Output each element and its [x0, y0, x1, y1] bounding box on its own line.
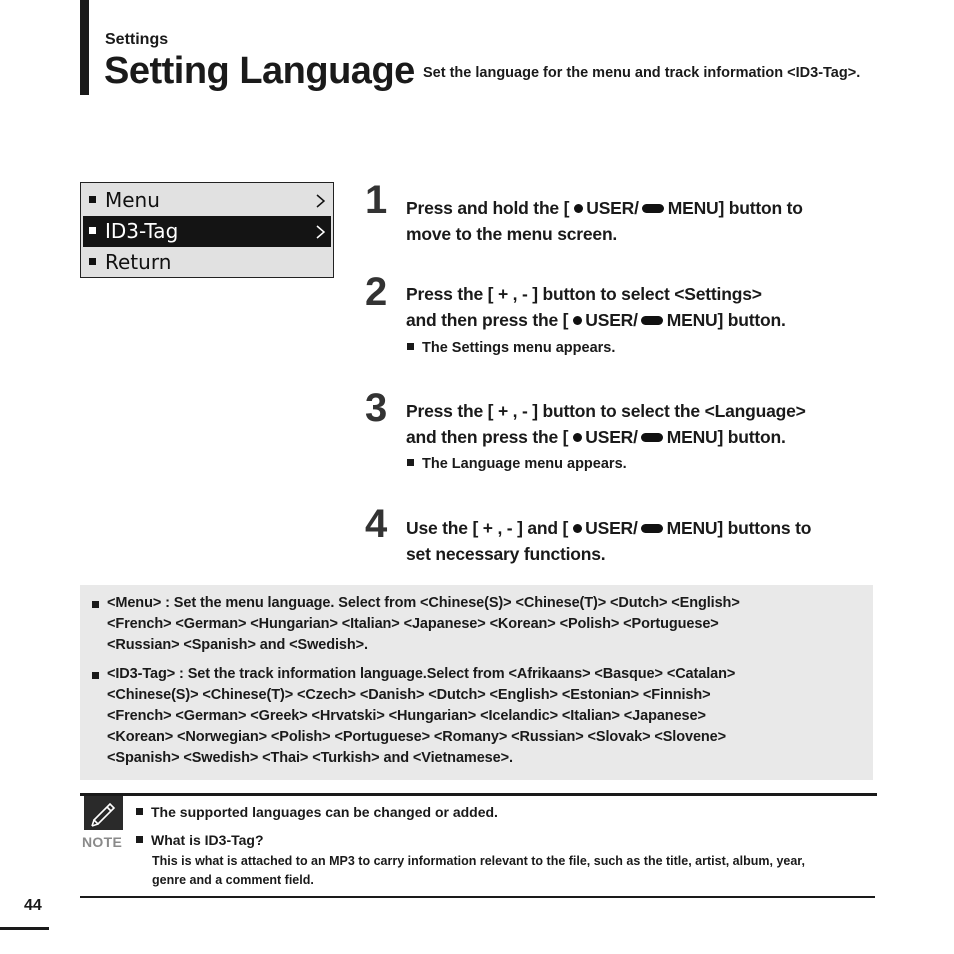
- step-3-note: The Language menu appears.: [407, 456, 627, 472]
- square-bullet-icon: [136, 808, 143, 815]
- step-3-text: Press the [ + , - ] button to select the <Language> and then press the [ USER/ MENU] button.: [406, 401, 806, 447]
- header-accent-bar: [80, 0, 89, 95]
- square-bullet-icon: [89, 196, 96, 203]
- step-2-note: The Settings menu appears.: [407, 340, 615, 356]
- pencil-icon: [84, 796, 123, 830]
- menu-item-label: Menu: [105, 188, 160, 212]
- note-item-2-title: What is ID3-Tag?: [136, 832, 264, 848]
- menu-language-info: <Menu> : Set the menu language. Select from <Chinese(S)> <Chinese(T)> <Dutch> <English> <French> <German> <Hungarian> <Italian> <Japanese> <Korean> <Polish> <Portuguese> <Russian> <Spanish> and <Swedish>.: [107, 595, 740, 653]
- square-bullet-icon: [92, 672, 99, 679]
- note-item-1: The supported languages can be changed or added.: [136, 804, 498, 820]
- step-1-text: Press and hold the [ USER/ MENU] button to move to the menu screen.: [406, 198, 803, 244]
- step-number: 4: [365, 502, 388, 546]
- note-divider-bottom: [80, 896, 875, 898]
- menu-item-id3-tag: [83, 216, 331, 247]
- square-bullet-icon: [89, 258, 96, 265]
- square-bullet-icon: [407, 343, 414, 350]
- dot-button-icon: [574, 204, 583, 213]
- square-bullet-icon: [92, 601, 99, 608]
- step-number: 1: [365, 178, 388, 222]
- note-divider-top: [80, 793, 877, 796]
- step-number: 2: [365, 270, 388, 314]
- square-bullet-icon: [136, 836, 143, 843]
- pill-button-icon: [641, 433, 663, 442]
- step-number: 3: [365, 386, 388, 430]
- square-bullet-icon: [89, 227, 96, 234]
- dot-button-icon: [573, 524, 582, 533]
- pill-button-icon: [641, 524, 663, 533]
- menu-item-label: Return: [105, 250, 172, 274]
- chevron-right-icon: [316, 194, 325, 208]
- menu-item-label: ID3-Tag: [105, 219, 179, 243]
- square-bullet-icon: [407, 459, 414, 466]
- device-screen-menu: [80, 182, 334, 278]
- id3-tag-language-info: <ID3-Tag> : Set the track information language.Select from <Afrikaans> <Basque> <Catalan> <Chinese(S)> <Chinese(T)> <Czech> <Danish> <Dutch> <English> <Estonian> <Finnish> <French> <German> <Greek> <Hrvatski> <Hungarian> <Icelandic> <Italian> <Japanese> <Korean> <Norwegian> <Polish> <Portuguese> <Romany> <Russian> <Slovak> <Slovene> <Spanish> <Swedish> <Thai> <Turkish> and <Vietnamese>.: [107, 666, 736, 766]
- step-2-text: Press the [ + , - ] button to select <Settings> and then press the [ USER/ MENU] button.: [406, 284, 786, 330]
- chevron-right-icon: [316, 225, 325, 239]
- pill-button-icon: [642, 204, 664, 213]
- menu-item-menu: [83, 185, 331, 216]
- note-label: NOTE: [82, 834, 123, 850]
- language-info-box: [80, 585, 873, 780]
- page-subtitle: Set the language for the menu and track information <ID3-Tag>.: [423, 65, 861, 81]
- page-number-underline: [0, 927, 49, 930]
- menu-item-return: [83, 247, 331, 278]
- dot-button-icon: [573, 433, 582, 442]
- section-label: Settings: [105, 31, 169, 48]
- pill-button-icon: [641, 316, 663, 325]
- note-item-2-body: This is what is attached to an MP3 to carry information relevant to the file, such as the title, artist, album, year, genre and a comment field.: [152, 854, 805, 887]
- dot-button-icon: [573, 316, 582, 325]
- page-title: Setting Language: [104, 50, 415, 92]
- page-number: 44: [24, 897, 42, 914]
- step-4-text: Use the [ + , - ] and [ USER/ MENU] buttons to set necessary functions.: [406, 518, 812, 564]
